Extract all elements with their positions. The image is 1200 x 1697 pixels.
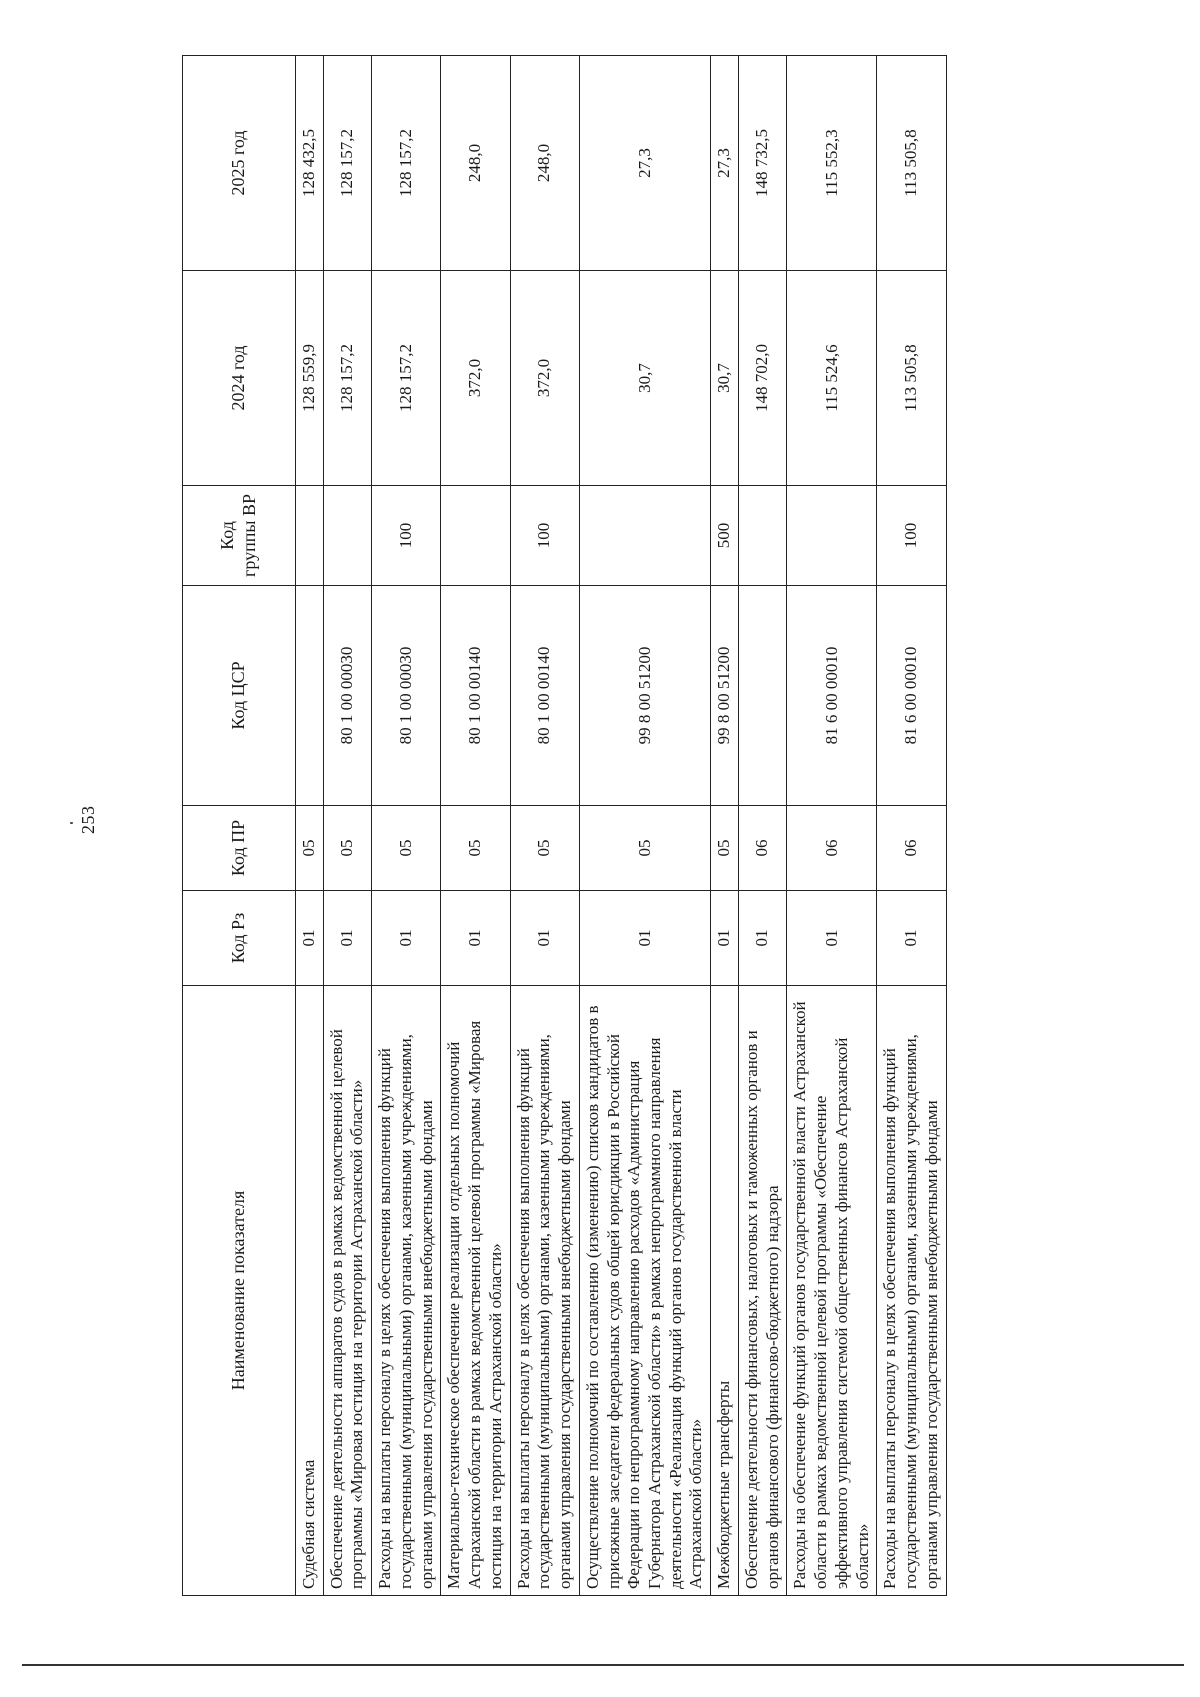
rotated-table-container bbox=[182, 56, 1182, 1596]
bottom-rule bbox=[22, 1664, 1184, 1666]
cell-2024: 30,7 bbox=[711, 271, 739, 486]
cell-name: Материально-техническое обеспечение реализации отдельных полномочий Астраханской области в рамках ведомственной целевой программы «Мировая юстиция на территории Астраханской области» bbox=[441, 986, 510, 1596]
cell-2025: 148 732,5 bbox=[738, 56, 786, 271]
cell-csr: 81 6 00 00010 bbox=[877, 586, 946, 806]
cell-2025: 248,0 bbox=[510, 56, 579, 271]
cell-vr: 100 bbox=[510, 486, 579, 586]
cell-csr: 80 1 00 00030 bbox=[323, 586, 371, 806]
cell-name: Расходы на выплаты персоналу в целях обеспечения выполнения функций государственными (муниципальными) органами, казенными учреждениями, органами управления государственными внебюджетными фондами bbox=[510, 986, 579, 1596]
cell-2024: 30,7 bbox=[579, 271, 710, 486]
cell-2025: 128 432,5 bbox=[296, 56, 324, 271]
cell-pr: 05 bbox=[323, 806, 371, 891]
cell-csr: 80 1 00 00140 bbox=[441, 586, 510, 806]
cell-2024: 128 157,2 bbox=[323, 271, 371, 486]
cell-pr: 05 bbox=[579, 806, 710, 891]
cell-rz: 01 bbox=[372, 891, 441, 986]
cell-pr: 05 bbox=[296, 806, 324, 891]
cell-vr: 100 bbox=[372, 486, 441, 586]
cell-name: Расходы на обеспечение функций органов государственной власти Астраханской области в рамках ведомственной целевой программы «Обеспечение эффективного управления системой общественных финансов Астраханской области» bbox=[787, 986, 877, 1596]
cell-2025: 27,3 bbox=[579, 56, 710, 271]
cell-2025: 27,3 bbox=[711, 56, 739, 271]
cell-rz: 01 bbox=[296, 891, 324, 986]
cell-pr: 06 bbox=[787, 806, 877, 891]
cell-2025: 113 505,8 bbox=[877, 56, 946, 271]
table-row bbox=[711, 56, 739, 1596]
cell-pr: 05 bbox=[711, 806, 739, 891]
cell-pr: 06 bbox=[877, 806, 946, 891]
cell-rz: 01 bbox=[441, 891, 510, 986]
cell-rz: 01 bbox=[877, 891, 946, 986]
cell-name: Расходы на выплаты персоналу в целях обеспечения выполнения функций государственными (муниципальными) органами, казенными учреждениями, органами управления государственными внебюджетными фондами bbox=[372, 986, 441, 1596]
cell-csr bbox=[738, 586, 786, 806]
cell-name: Судебная система bbox=[296, 986, 324, 1596]
cell-2025: 115 552,3 bbox=[787, 56, 877, 271]
table-row bbox=[510, 56, 579, 1596]
table-row bbox=[877, 56, 946, 1596]
cell-pr: 06 bbox=[738, 806, 786, 891]
cell-rz: 01 bbox=[579, 891, 710, 986]
cell-2024: 128 157,2 bbox=[372, 271, 441, 486]
cell-rz: 01 bbox=[738, 891, 786, 986]
cell-2024: 115 524,6 bbox=[787, 271, 877, 486]
cell-vr: 100 bbox=[877, 486, 946, 586]
header-rz: Код Рз bbox=[183, 891, 296, 986]
cell-2025: 128 157,2 bbox=[372, 56, 441, 271]
cell-name: Осуществление полномочий по составлению (изменению) списков кандидатов в присяжные заседатели федеральных судов общей юрисдикции в Российской Федерации по непрограммному направлению расходов «Администрация Губернатора Астраханской области» в рамках непрограммного направления деятельности «Реализация функций органов государственной власти Астраханской области» bbox=[579, 986, 710, 1596]
cell-vr bbox=[787, 486, 877, 586]
cell-rz: 01 bbox=[323, 891, 371, 986]
header-2024: 2024 год bbox=[183, 271, 296, 486]
header-2025: 2025 год bbox=[183, 56, 296, 271]
cell-vr bbox=[323, 486, 371, 586]
cell-pr: 05 bbox=[372, 806, 441, 891]
table-row bbox=[323, 56, 371, 1596]
cell-2024: 372,0 bbox=[441, 271, 510, 486]
cell-csr: 80 1 00 00030 bbox=[372, 586, 441, 806]
cell-csr: 99 8 00 51200 bbox=[579, 586, 710, 806]
header-csr: Код ЦСР bbox=[183, 586, 296, 806]
scan-speck bbox=[70, 822, 73, 824]
table-row bbox=[441, 56, 510, 1596]
cell-2024: 113 505,8 bbox=[877, 271, 946, 486]
cell-csr bbox=[296, 586, 324, 806]
table-row bbox=[787, 56, 877, 1596]
cell-name: Межбюджетные трансферты bbox=[711, 986, 739, 1596]
cell-vr bbox=[579, 486, 710, 586]
cell-name: Обеспечение деятельности финансовых, налоговых и таможенных органов и органов финансового (финансово-бюджетного) надзора bbox=[738, 986, 786, 1596]
cell-rz: 01 bbox=[711, 891, 739, 986]
cell-csr: 99 8 00 51200 bbox=[711, 586, 739, 806]
header-vr: Код группы ВР bbox=[183, 486, 296, 586]
cell-vr: 500 bbox=[711, 486, 739, 586]
cell-pr: 05 bbox=[510, 806, 579, 891]
cell-vr bbox=[296, 486, 324, 586]
cell-2025: 128 157,2 bbox=[323, 56, 371, 271]
cell-csr: 80 1 00 00140 bbox=[510, 586, 579, 806]
cell-2024: 372,0 bbox=[510, 271, 579, 486]
header-name: Наименование показателя bbox=[183, 986, 296, 1596]
page-number: 253 bbox=[78, 805, 98, 834]
budget-table bbox=[182, 55, 947, 1596]
cell-name: Расходы на выплаты персоналу в целях обеспечения выполнения функций государственными (муниципальными) органами, казенными учреждениями, органами управления государственными внебюджетными фондами bbox=[877, 986, 946, 1596]
cell-vr bbox=[441, 486, 510, 586]
cell-name: Обеспечение деятельности аппаратов судов в рамках ведомственной целевой программы «Мировая юстиция на территории Астраханской области» bbox=[323, 986, 371, 1596]
cell-rz: 01 bbox=[787, 891, 877, 986]
table-row bbox=[372, 56, 441, 1596]
header-row bbox=[183, 56, 296, 1596]
table-row bbox=[296, 56, 324, 1596]
cell-2024: 148 702,0 bbox=[738, 271, 786, 486]
table-row bbox=[738, 56, 786, 1596]
cell-pr: 05 bbox=[441, 806, 510, 891]
cell-csr: 81 6 00 00010 bbox=[787, 586, 877, 806]
cell-2024: 128 559,9 bbox=[296, 271, 324, 486]
table-row bbox=[579, 56, 710, 1596]
header-pr: Код ПР bbox=[183, 806, 296, 891]
cell-rz: 01 bbox=[510, 891, 579, 986]
cell-2025: 248,0 bbox=[441, 56, 510, 271]
cell-vr bbox=[738, 486, 786, 586]
